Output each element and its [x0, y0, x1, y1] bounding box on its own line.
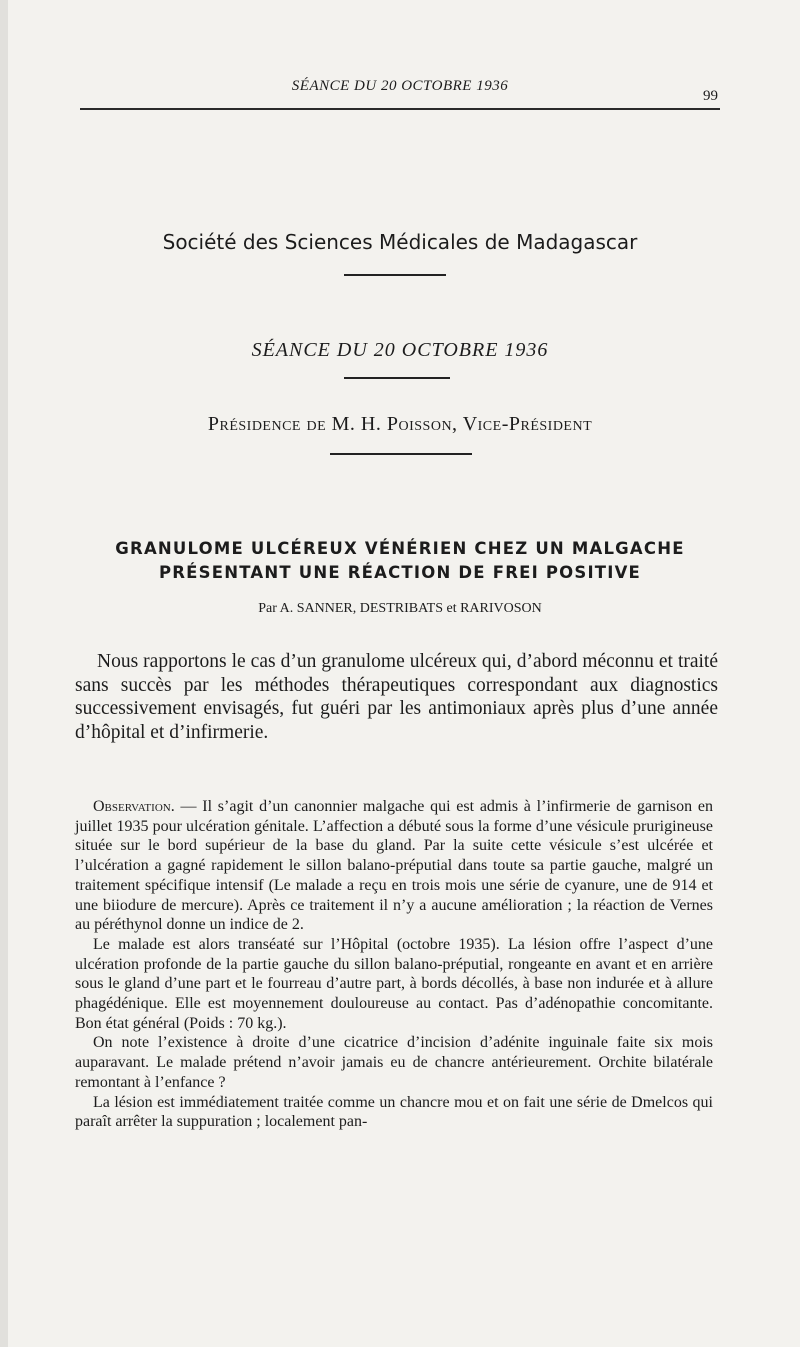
divider-rule [330, 453, 472, 455]
article-title: GRANULOME ULCÉREUX VÉNÉRIEN CHEZ UN MALGACHE PRÉSENTANT UNE RÉACTION DE FREI POSITIVE [115, 539, 685, 582]
page-number: 99 [703, 88, 718, 104]
session-title: SÉANCE DU 20 OCTOBRE 1936 [251, 339, 549, 361]
body-paragraph: On note l’existence à droite d’une cicatrice d’incision d’adénite inguinale faite six mois auparavant. Le malade prétend n’avoir jamais eu de chancre antérieurement. Orchite bilatérale remontant à l’enfance ? [75, 1034, 713, 1091]
article-abstract: Nous rapportons le cas d’un granulome ulcéreux qui, d’abord méconnu et traité sans succès par les méthodes thérapeutiques correspondant aux diagnostics successivement envisagés, fut guéri par les antimoniaux après plus d’une année d’hôpital et d’infirmerie. [75, 651, 718, 743]
body-paragraph: Le malade est alors transéaté sur l’Hôpital (octobre 1935). La lésion offre l’aspect d’une ulcération profonde de la partie gauche du sillon balano-préputial, rongeante en avant et en arrière sous le gland d’une part et le fourreau d’autre part, à bords décollés, à base non indurée et à allure phagédénique. Elle est moyennement douloureuse au contact. Pas d’adénopathie concomitante. Bon état général (Poids : 70 kg.). [75, 935, 713, 1032]
body-paragraph [75, 797, 713, 935]
observation-label: Observation. [93, 798, 175, 815]
body-paragraph: La lésion est immédiatement traitée comme un chancre mou et on fait une série de Dmelcos qui paraît arrêter la suppuration ; localement pan- [75, 1093, 713, 1131]
divider-rule [344, 377, 450, 379]
paragraph-text: — Il s’agit d’un canonnier malgache qui est admis à l’infirmerie de garnison en juillet 1935 pour ulcération génitale. L’affection a débuté sous la forme d’une vésicule prurigineuse située sur le bord supérieur de la base du gland. Par la suite cette vésicule s’est ulcérée et l’ulcération a gagné rapidement le sillon balano-préputial dans toute sa partie gauche, malgré un traitement spécifique intensif (Le malade a reçu en trois mois une série de cyanure, une de 914 et une biiodure de mercure). Après ce traitement il n’y a aucune amélioration ; la réaction de Vernes au péréthynol donne un indice de 2. [75, 798, 714, 934]
society-title: Société des Sciences Médicales de Madagascar [162, 230, 638, 254]
presidence-line: Présidence de M. H. Poisson, Vice-Président [207, 413, 593, 435]
divider-rule [344, 274, 446, 276]
page-edge-shadow [0, 0, 8, 1347]
article-body [75, 797, 713, 1132]
article-authors: Par A. SANNER, DESTRIBATS et RARIVOSON [258, 601, 542, 616]
header-rule [80, 108, 720, 110]
running-head: SÉANCE DU 20 OCTOBRE 1936 [291, 78, 509, 94]
